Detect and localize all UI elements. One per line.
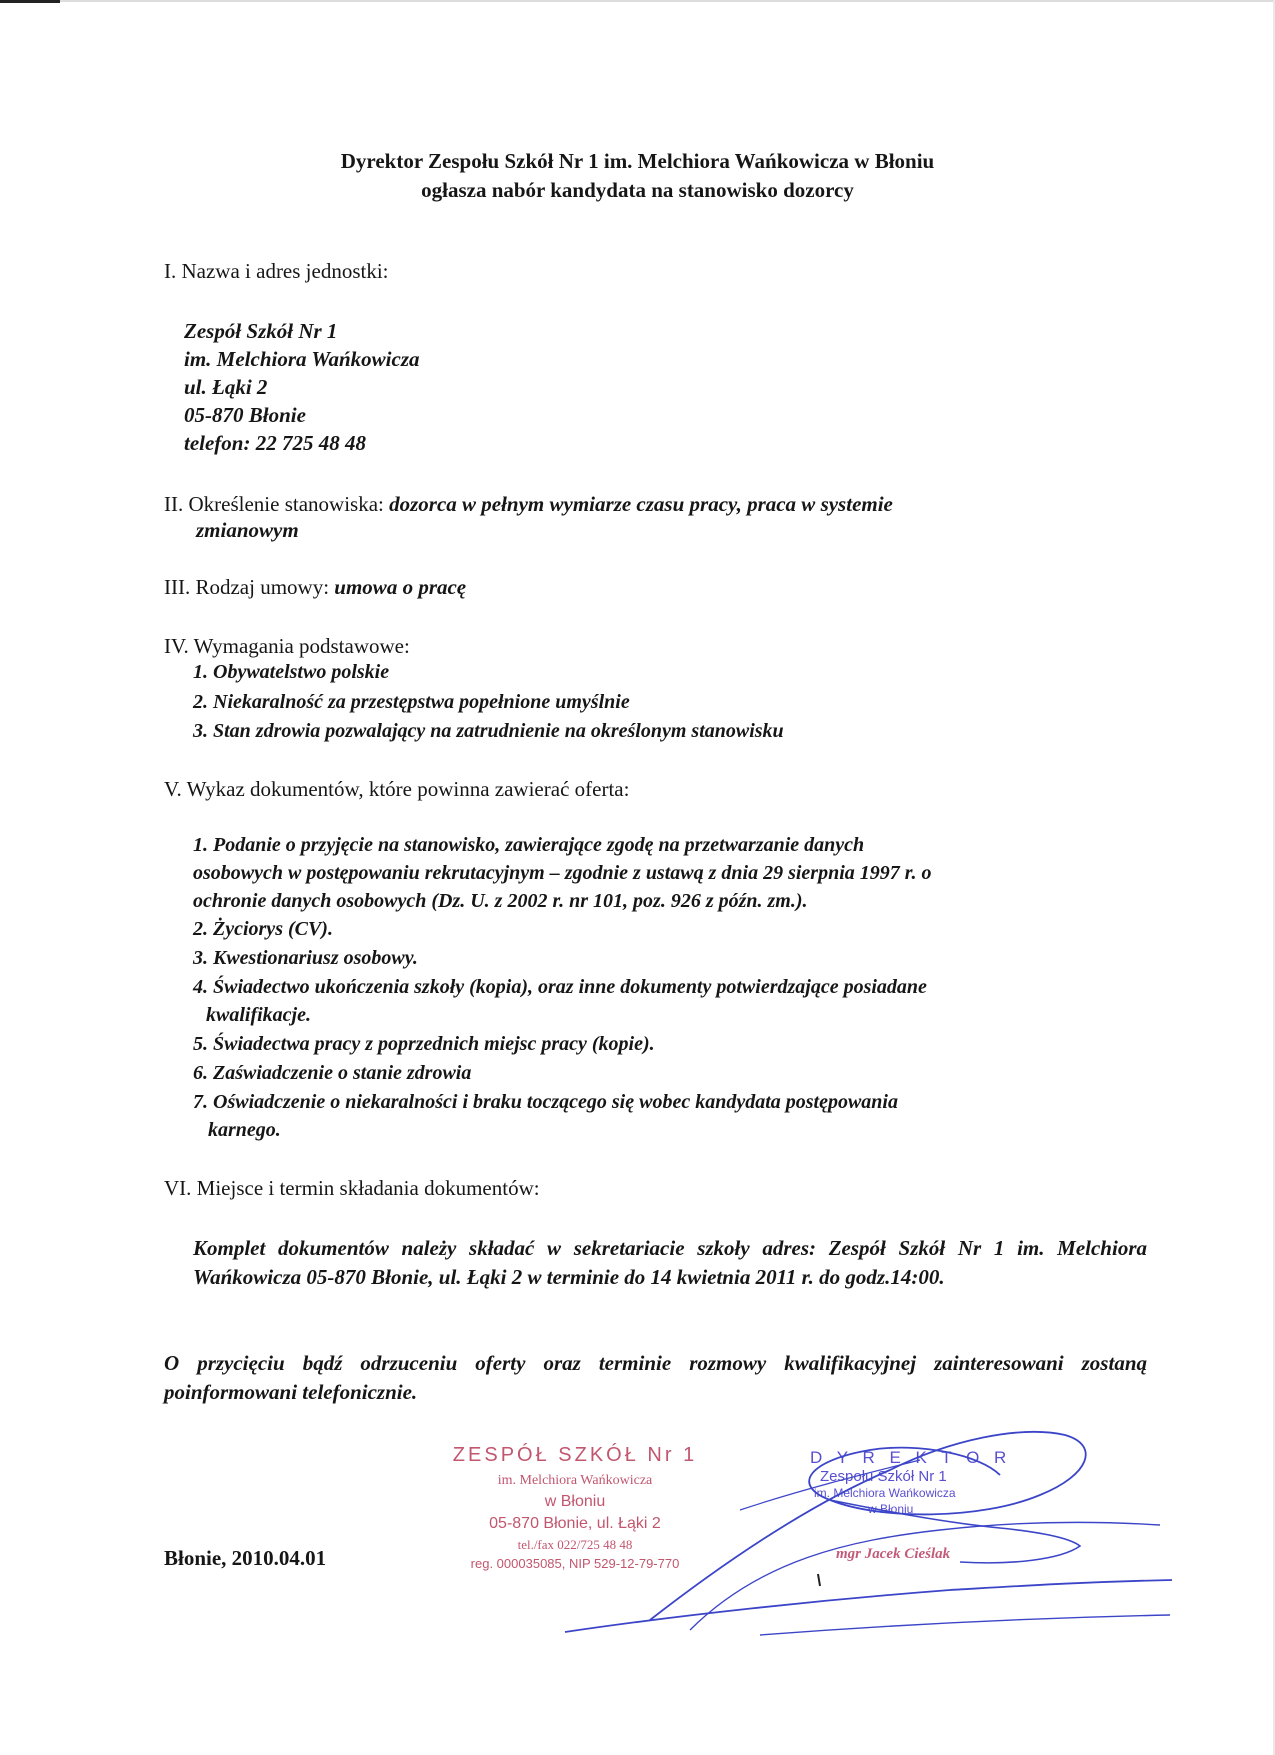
section-2 [164, 492, 893, 517]
address-line: im. Melchiora Wańkowicza [184, 347, 420, 371]
requirement-item: 3. Stan zdrowia pozwalający na zatrudnienie na określonym stanowisku [193, 720, 784, 742]
section-3-label: III. Rodzaj umowy: [164, 575, 330, 599]
stamp-line: ZESPÓŁ SZKÓŁ Nr 1 [452, 1444, 698, 1466]
document-item: 3. Kwestionariusz osobowy. [193, 947, 418, 969]
stamp-line: D Y R E K T O R [810, 1448, 1012, 1467]
stamp-line: tel./fax 022/725 48 48 [517, 1537, 633, 1552]
document-item-cont: karnego. [208, 1119, 281, 1141]
section-5-heading: V. Wykaz dokumentów, które powinna zawierać oferta: [164, 777, 630, 801]
address-line: telefon: 22 725 48 48 [184, 431, 366, 455]
document-item-cont: osobowych w postępowaniu rekrutacyjnym – zgodnie z ustawą z dnia 29 sierpnia 1997 r. o [193, 862, 932, 884]
section-6-heading: VI. Miejsce i termin składania dokumentów: [164, 1176, 540, 1200]
document-item-cont: ochronie danych osobowych (Dz. U. z 2002 r. nr 101, poz. 926 z późn. zm.). [193, 890, 808, 912]
document-item: 5. Świadectwa pracy z poprzednich miejsc pracy (kopie). [193, 1033, 655, 1055]
address-line: Zespół Szkół Nr 1 [184, 319, 338, 343]
document-item: 6. Zaświadczenie o stanie zdrowia [193, 1062, 472, 1084]
section-3-value: umowa o pracę [334, 575, 467, 599]
document-item: 1. Podanie o przyjęcie na stanowisko, zawierające zgodę na przetwarzanie danych [193, 834, 865, 856]
address-line: ul. Łąki 2 [184, 375, 268, 399]
stamp-line: reg. 000035085, NIP 529-12-79-770 [470, 1556, 680, 1571]
unit-address [184, 317, 420, 457]
scan-edge [60, 0, 1275, 2]
handwritten-signature [560, 1410, 1180, 1640]
header-line-2: ogłasza nabór kandydata na stanowisko dozorcy [421, 178, 854, 202]
document-item-cont: kwalifikacje. [206, 1004, 311, 1026]
stamp-line: Zespołu Szkół Nr 1 [820, 1468, 947, 1485]
section-1-heading: I. Nazwa i adres jednostki: [164, 259, 389, 283]
section-4-heading: IV. Wymagania podstawowe: [164, 634, 410, 658]
section-3 [164, 575, 466, 600]
scan-edge [0, 0, 60, 3]
stamp-line: w Błoniu [868, 1502, 914, 1516]
stamp-line: w Błoniu [544, 1493, 606, 1510]
submission-details: Komplet dokumentów należy składać w sekretariacie szkoły adres: Zespół Szkół Nr 1 im. Melchiora Wańkowicza 05-870 Błonie, ul. Łąki 2 w terminie do 14 kwietnia 2011 r. do godz.14:00. [193, 1236, 1147, 1289]
director-name: mgr Jacek Cieślak [836, 1546, 951, 1562]
stamp-line: im. Melchiora Wańkowicza [814, 1486, 956, 1500]
requirement-item: 2. Niekaralność za przestępstwa popełnione umyślnie [193, 691, 630, 713]
header-line-1: Dyrektor Zespołu Szkół Nr 1 im. Melchiora Wańkowicza w Błoniu [340, 149, 935, 173]
document-item: 2. Życiorys (CV). [193, 918, 333, 940]
requirement-item: 1. Obywatelstwo polskie [193, 661, 390, 683]
section-2-value: dozorca w pełnym wymiarze czasu pracy, praca w systemie [389, 492, 893, 516]
address-line: 05-870 Błonie [184, 403, 306, 427]
stamp-line: im. Melchiora Wańkowicza [497, 1473, 653, 1488]
closing-note: O przycięciu bądź odrzuceniu oferty oraz terminie rozmowy kwalifikacyjnej zainteresowani zostaną poinformowani telefonicznie. [164, 1351, 1147, 1404]
section-2-value-cont: zmianowym [196, 518, 299, 542]
stamp-line: 05-870 Błonie, ul. Łąki 2 [489, 1515, 661, 1532]
document-item: 4. Świadectwo ukończenia szkoły (kopia), oraz inne dokumenty potwierdzające posiadane [193, 976, 927, 998]
document-item: 7. Oświadczenie o niekaralności i braku toczącego się wobec kandydata postępowania [193, 1091, 898, 1113]
place-date: Błonie, 2010.04.01 [164, 1546, 327, 1570]
section-2-label: II. Określenie stanowiska: [164, 492, 384, 516]
